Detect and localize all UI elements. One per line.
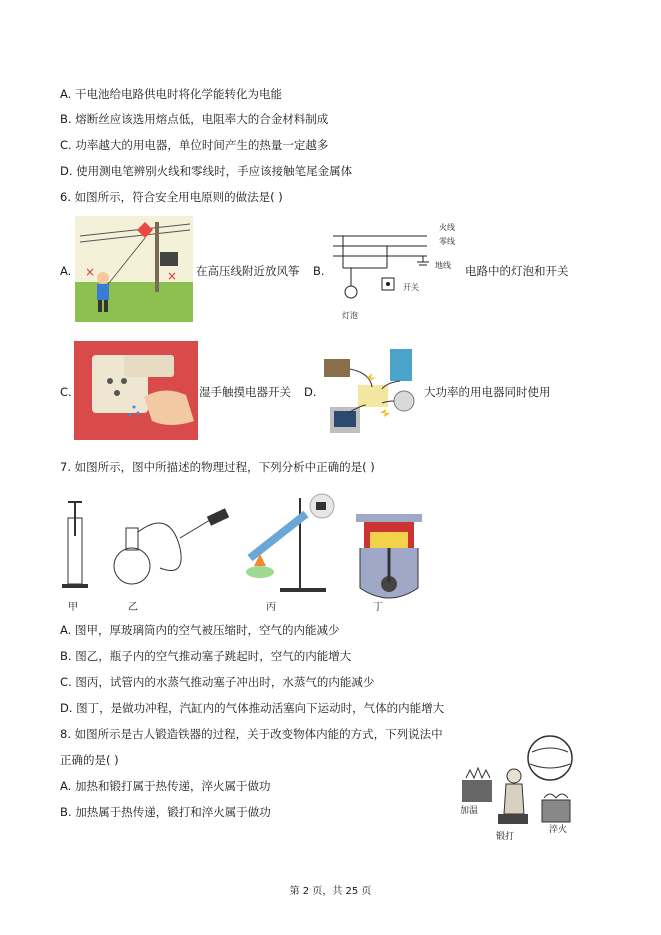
q8-option-a: A. 加热和锻打属于热传递，淬火属于做功 [60,779,271,793]
wet-hand-switch-image [74,341,198,440]
q6-b-letter: B. [313,264,325,278]
page-footer: 第 2 页，共 25 页 [289,886,372,897]
many-appliances-outlet-image [320,343,423,443]
q8-stem-line1: 8. 如图所示是古人锻造铁器的过程，关于改变物体内能的方式，下列说法中 [60,727,443,741]
q6-a-letter: A. [60,264,72,278]
svg-text:×: × [85,265,96,279]
ground-wire-label: 地线 [435,261,451,270]
thermal-processes-figures [60,488,450,612]
q5-option-c: C. 功率越大的用电器，单位时间产生的热量一定越多 [60,138,329,152]
q7-option-c: C. 图丙，试管内的水蒸气推动塞子冲出时，水蒸气的内能减少 [60,675,375,689]
q6-d-letter: D. [304,385,317,399]
live-wire-label: 火线 [439,223,455,232]
q6-a-caption: 在高压线附近放风筝 [196,264,300,278]
switch-label: 开关 [403,283,419,292]
q6-b-caption: 电路中的灯泡和开关 [465,264,569,278]
q6-c-letter: C. [60,385,72,399]
q7-fig-label-ding: 丁 [373,602,383,613]
q7-fig-label-yi: 乙 [128,602,138,613]
q6-d-caption: 大功率的用电器同时使用 [424,385,551,399]
q7-fig-label-jia: 甲 [68,602,78,613]
bulb-switch-circuit-diagram [327,216,464,326]
bulb-label: 灯泡 [342,311,358,320]
q8-stem-line2: 正确的是( ) [60,753,119,767]
neutral-wire-label: 零线 [439,237,455,246]
q8-option-b: B. 加热属于热传递，锻打和淬火属于做功 [60,805,271,819]
q7-option-b: B. 图乙，瓶子内的空气推动塞子跳起时，空气的内能增大 [60,649,352,663]
svg-text:×: × [167,269,178,283]
q8-label-heat: 加温 [460,806,479,816]
q5-option-d: D. 使用测电笔辨别火线和零线时，手应该接触笔尾金属体 [60,164,353,178]
q8-label-quench: 淬火 [549,825,568,835]
q8-label-forge: 锻打 [496,832,515,842]
q7-fig-label-bing: 丙 [266,602,276,613]
q7-option-a: A. 图甲，厚玻璃筒内的空气被压缩时，空气的内能减少 [60,623,340,637]
q7-stem: 7. 如图所示，图中所描述的物理过程，下列分析中正确的是( ) [60,460,375,474]
q5-option-a: A. 干电池给电路供电时将化学能转化为电能 [60,87,282,101]
q6-c-caption: 湿手触摸电器开关 [199,385,291,399]
kite-near-power-lines-image [75,216,193,322]
q6-stem: 6. 如图所示，符合安全用电原则的做法是( ) [60,190,283,204]
q5-option-b: B. 熔断丝应该选用熔点低，电阻率大的合金材料制成 [60,112,329,126]
q7-option-d: D. 图丁，是做功冲程，汽缸内的气体推动活塞向下运动时，气体的内能增大 [60,701,445,715]
